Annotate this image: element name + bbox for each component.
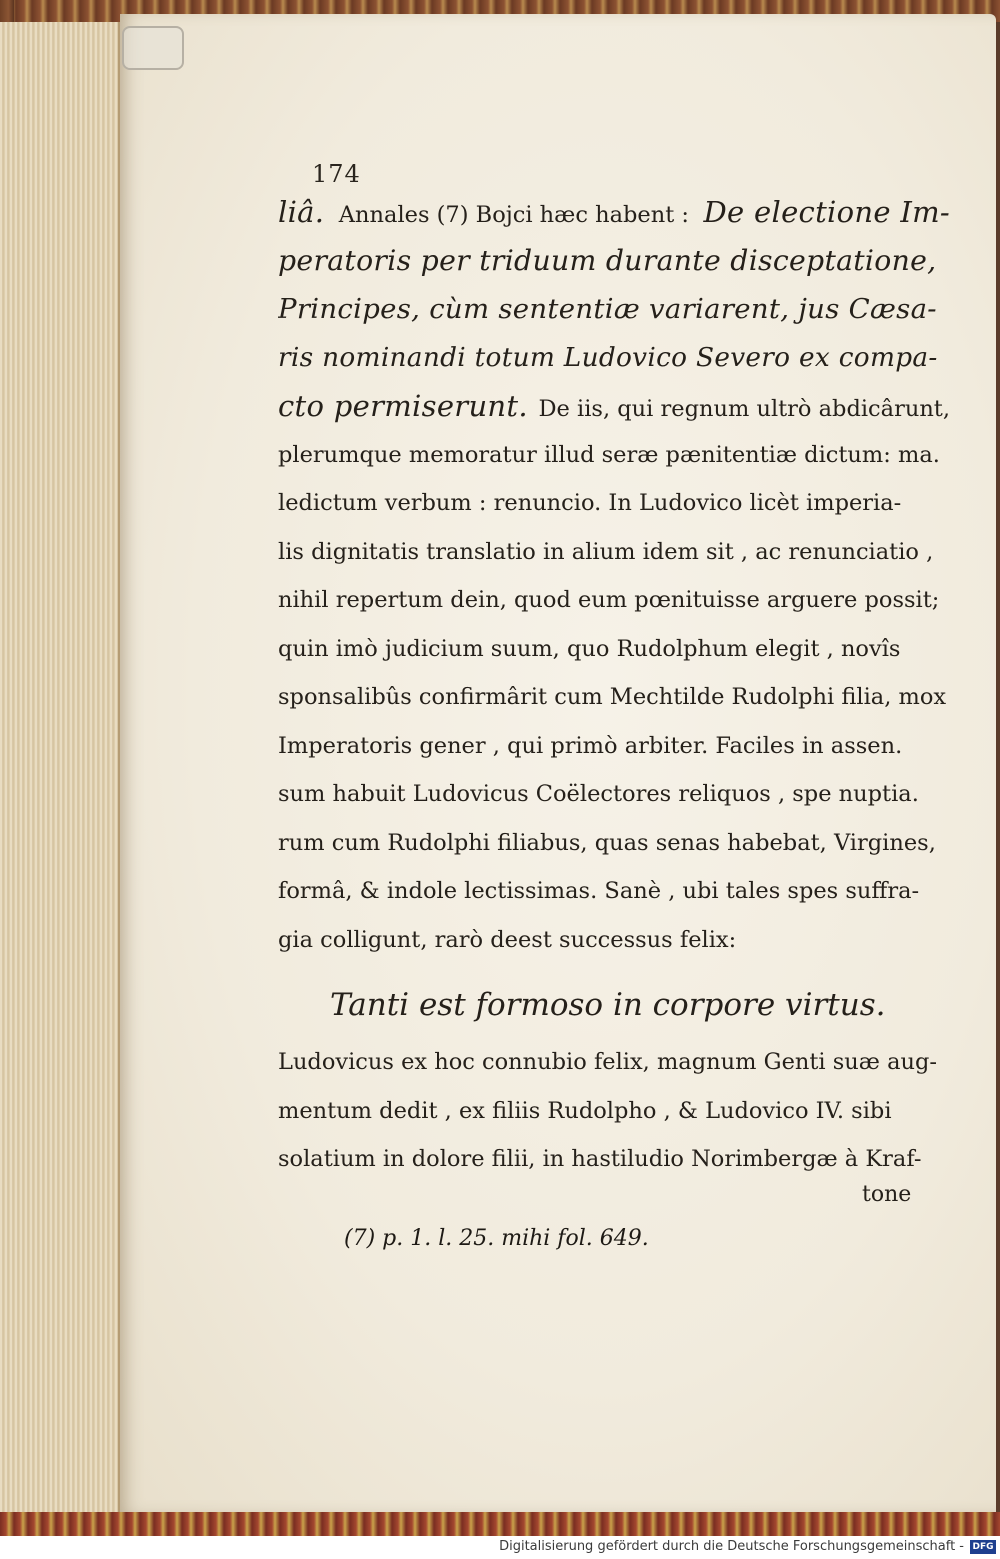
main-text — [278, 188, 950, 1184]
roman-segment: plerumque memoratur illud seræ pænitentiæ dictum: ma. — [278, 441, 940, 468]
text-line — [278, 528, 950, 577]
verse-line — [278, 972, 950, 1038]
italic-segment: peratoris per triduum durante disceptatione, — [278, 243, 937, 277]
italic-segment: cto permiserunt. — [278, 389, 528, 423]
roman-segment: ledictum verbum : renuncio. In Ludovico licèt imperia- — [278, 490, 902, 516]
text-line — [278, 334, 950, 383]
text-line — [278, 867, 950, 916]
text-line — [278, 625, 950, 674]
roman-segment: lis dignitatis translatio in alium idem sit , ac renunciatio , — [278, 538, 934, 565]
text-line — [278, 576, 950, 625]
roman-segment: De iis, qui regnum ultrò abdicârunt, — [538, 396, 950, 422]
roman-segment: Annales (7) Bojci hæc habent : — [338, 202, 689, 228]
text-line — [278, 382, 950, 431]
italic-segment: De electione Im- — [703, 195, 950, 229]
italic-segment: ris nominandi totum Ludovico Severo ex compa- — [278, 342, 938, 373]
roman-segment: nihil repertum dein, quod eum pœnituisse arguere possit; — [278, 587, 940, 613]
text-line — [278, 431, 950, 480]
italic-segment: liâ. — [278, 195, 325, 229]
verse-text: Tanti est formoso in corpore virtus. — [330, 987, 886, 1023]
text-line — [278, 1038, 950, 1087]
roman-segment: formâ, & indole lectissimas. Sanè , ubi tales spes suffra- — [278, 878, 920, 904]
roman-segment: gia colligunt, rarò deest successus felix: — [278, 926, 737, 953]
text-line — [278, 1135, 950, 1184]
text-line — [278, 819, 950, 868]
roman-segment: solatium in dolore filii, in hastiludio Norimbergæ à Kraf- — [278, 1146, 922, 1172]
roman-segment: Imperatoris gener , qui primò arbiter. Faciles in assen. — [278, 732, 903, 759]
text-line — [278, 673, 950, 722]
text-line — [278, 916, 950, 965]
text-line — [278, 1087, 950, 1136]
italic-segment: Principes, cùm sententiæ variarent, jus Cæsa- — [278, 293, 937, 325]
page-number: 174 — [312, 160, 361, 188]
roman-segment: quin imò judicium suum, quo Rudolphum elegit , novîs — [278, 635, 901, 662]
digitization-credit — [0, 1536, 1000, 1558]
roman-segment: sponsalibûs confirmârit cum Mechtilde Rudolphi filia, mox — [278, 684, 947, 710]
page-stack-edges — [0, 22, 120, 1517]
text-line — [278, 722, 950, 771]
text-line — [278, 285, 950, 334]
text-line — [278, 770, 950, 819]
roman-segment: Ludovicus ex hoc connubio felix, magnum Genti suæ aug- — [278, 1049, 938, 1075]
catchword: tone — [862, 1182, 912, 1207]
page-clip — [122, 26, 184, 70]
dfg-logo-icon: DFG — [970, 1540, 996, 1554]
text-line — [278, 237, 950, 286]
text-line — [278, 479, 950, 528]
text-line — [278, 188, 950, 237]
credit-text: Digitalisierung gefördert durch die Deutsche Forschungsgemeinschaft - — [499, 1539, 964, 1554]
roman-segment: sum habuit Ludovicus Coëlectores reliquos , spe nuptia. — [278, 781, 919, 807]
roman-segment: rum cum Rudolphi filiabus, quas senas habebat, Virgines, — [278, 829, 936, 856]
binding-bottom-edge — [0, 1512, 1000, 1536]
roman-segment: mentum dedit , ex filiis Rudolpho , & Ludovico IV. sibi — [278, 1097, 892, 1124]
footnote: (7) p. 1. l. 25. mihi fol. 649. — [344, 1226, 649, 1251]
